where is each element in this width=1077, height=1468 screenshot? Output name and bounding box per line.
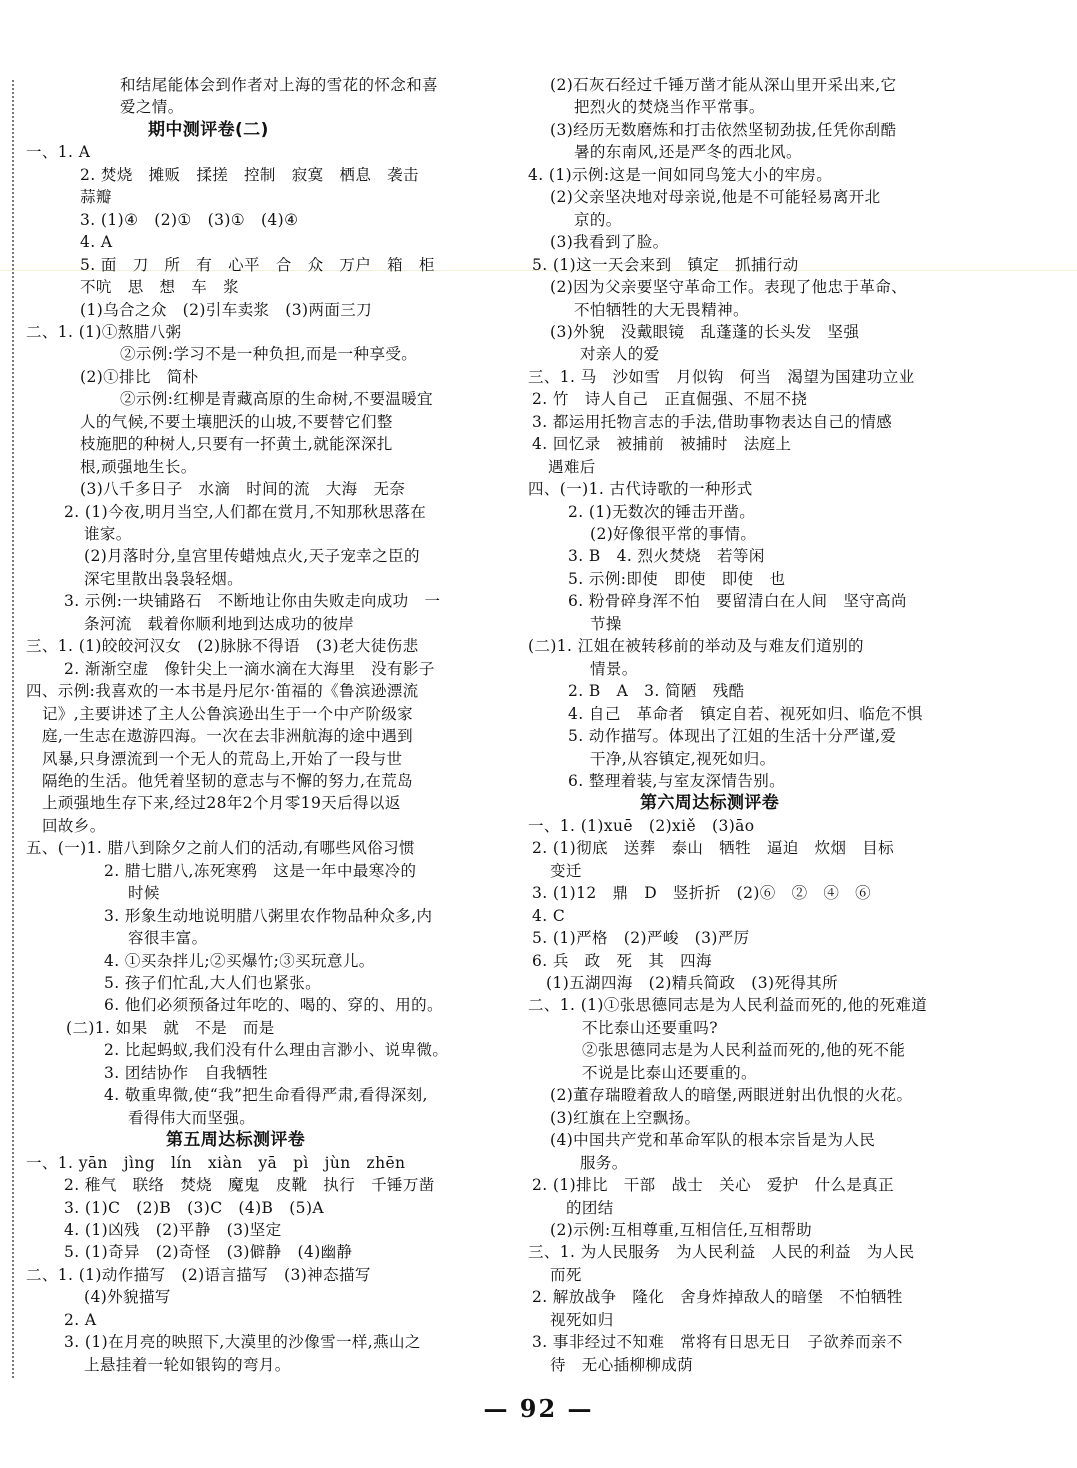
answer-line: 五、(一)1. 腊八到除夕之前人们的活动,有哪些风俗习惯 [26,839,415,858]
answer-line: 深宅里散出袅袅轻烟。 [84,569,244,588]
answer-line: 回故乡。 [42,816,106,835]
answer-line: 2. 比起蚂蚁,我们没有什么理由言渺小、说卑微。 [104,1041,449,1060]
answer-line: 3. 示例:一块铺路石 不断地让你由失败走向成功 一 [64,592,441,611]
answer-line: 5. 孩子们忙乱,大人们也紧张。 [104,974,322,992]
answer-line: 谁家。 [84,525,132,543]
answer-line: 节操 [590,614,622,633]
answer-line: 隔绝的生活。他凭着坚韧的意志与不懈的努力,在荒岛 [42,771,414,790]
section-heading: 第六周达标测评卷 [640,793,780,814]
answer-line: 6. 粉骨碎身浑不怕 要留清白在人间 坚守高尚 [568,592,907,611]
answer-line: 不比泰山还要重吗? [582,1018,718,1037]
answer-line: (2)因为父亲要坚守革命工作。表现了他忠于革命、 [550,278,908,297]
answer-line: 对亲人的爱 [580,345,660,364]
answer-line: 京的。 [574,210,622,229]
answer-line: 2. (1)彻底 送葬 泰山 牺牲 逼迫 炊烟 目标 [532,839,895,858]
answer-line: (2)月落时分,皇宫里传蜡烛点火,天子宠幸之臣的 [84,547,420,566]
page-number: — 92 — [483,1394,594,1423]
answer-line: 2. 渐渐空虚 像针尖上一滴水滴在大海里 没有影子 [64,659,435,678]
answer-line: 3. 团结协作 自我牺牲 [104,1063,269,1082]
answer-line: 时候 [128,884,160,903]
answer-line: 待 无心插柳柳成荫 [550,1355,694,1374]
answer-line: 不吭 思 想 车 浆 [80,278,240,297]
answer-line: 变迁 [550,861,582,880]
answer-line: 2. A [64,1310,97,1329]
answer-line: 5. 示例:即使 即使 即使 也 [568,569,786,588]
answer-line: 2. 竹 诗人自己 正直倔强、不屈不挠 [532,390,808,409]
answer-line: 4. 自己 革命者 镇定自若、视死如归、临危不惧 [568,704,923,723]
answer-line: ②示例:学习不是一种负担,而是一种享受。 [120,345,418,364]
answer-line: 记》,主要讲述了主人公鲁滨逊出生于一个中产阶级家 [42,704,414,723]
answer-line: 一、1. (1)xuē (2)xiě (3)āo [528,816,755,835]
answer-line: 5. 面 刀 所 有 心平 合 众 万户 箱 柜 [80,255,435,274]
answer-line: 2. 腊七腊八,冻死寒鸦 这是一年中最寒冷的 [104,861,417,880]
answer-line: 三、1. 为人民服务 为人民利益 人民的利益 为人民 [528,1243,915,1262]
answer-line: 2. 焚烧 摊贩 揉搓 控制 寂寞 栖息 袭击 [80,165,419,184]
answer-line: 人的气候,不要土壤肥沃的山坡,不要替它们整 [80,412,393,431]
answer-line: 服务。 [580,1153,628,1172]
answer-line: 蒜瓣 [80,188,112,207]
answer-line: 2. (1)无数次的锤击开凿。 [568,502,756,521]
answer-line: (4)中国共产党和革命军队的根本宗旨是为人民 [550,1131,876,1150]
answer-line: 和结尾能体会到作者对上海的雪花的怀念和喜 [120,76,439,94]
answer-line: (2)董存瑞瞪着敌人的暗堡,两眼迸射出仇恨的火花。 [550,1086,913,1105]
answer-line: 而死 [550,1265,582,1284]
answer-line: 二、1. (1)①张思德同志是为人民利益而死的,他的死难道 [528,996,928,1015]
answer-line: 3. (1)在月亮的映照下,大漠里的沙像雪一样,燕山之 [64,1333,421,1352]
answer-line: 不怕牺牲的大无畏精神。 [574,300,749,319]
answer-line: (4)外貌描写 [84,1288,171,1307]
answer-line: (2)①排比 简朴 [80,367,199,386]
answer-line: 根,顽强地生长。 [80,457,197,476]
answer-line: (3)红旗在上空飘扬。 [550,1108,701,1127]
answer-line: ②示例:红柳是青藏高原的生命树,不要温暖宜 [120,390,434,409]
answer-line: 爱之情。 [120,98,184,117]
answer-line: (2)示例:互相尊重,互相信任,互相帮助 [550,1220,813,1239]
answer-line: 3. (1)④ (2)① (3)① (4)④ [80,210,299,229]
answer-line: 5. (1)严格 (2)严峻 (3)严厉 [532,929,750,948]
answer-line: 3. B 4. 烈火焚烧 若等闲 [568,547,765,566]
answer-line: 条河流 载着你顺利地到达成功的彼岸 [84,614,355,633]
answer-line: 的团结 [566,1198,614,1217]
answer-line: 5. 动作描写。体现出了江姐的生活十分严谨,爱 [568,727,897,746]
answer-line: 2. (1)今夜,明月当空,人们都在赏月,不知那秋思落在 [64,502,427,521]
answer-line: 3. 都运用托物言志的手法,借助事物表达自己的情感 [532,412,893,431]
answer-line: 二、1. (1)动作描写 (2)语言描写 (3)神态描写 [26,1265,371,1284]
answer-line: 4. C [532,906,566,925]
answer-line: 四、示例:我喜欢的一本书是丹尼尔·笛福的《鲁滨逊漂流 [26,682,419,701]
answer-line: 4. A [80,233,113,252]
answer-line: 不说是比泰山还要重的。 [582,1063,757,1082]
answer-line: 三、1. 马 沙如雪 月似钩 何当 渴望为国建功立业 [528,367,915,386]
answer-line: 暑的东南风,还是严冬的西北风。 [574,143,802,162]
answer-line: 3. (1)12 鼎 D 竖折折 (2)⑥ ② ④ ⑥ [532,884,872,903]
answer-line: 三、1. (1)皎皎河汉女 (2)脉脉不得语 (3)老大徒伤悲 [26,637,419,656]
answer-line: 3. 事非经过不知难 常将有日思无日 子欲养而亲不 [532,1333,903,1352]
answer-line: 5. (1)这一天会来到 镇定 抓捕行动 [532,255,799,274]
answer-line: 4. (1)示例:这是一间如同鸟笼大小的牢房。 [528,165,833,184]
answer-line: 6. 兵 政 死 其 四海 [532,951,712,970]
answer-line: 容很丰富。 [128,929,208,948]
answer-line: 2. 稚气 联络 焚烧 魔鬼 皮靴 执行 千锤万凿 [64,1176,435,1195]
section-heading: 期中测评卷(二) [148,119,269,140]
answer-line: 风暴,只身漂流到一个无人的荒岛上,开始了一段与世 [42,749,403,768]
answer-line: ②张思德同志是为人民利益而死的,他的死不能 [582,1041,906,1060]
answer-line: 2. 解放战争 隆化 舍身炸掉敌人的暗堡 不怕牺牲 [532,1288,903,1307]
answer-line: 上悬挂着一轮如银钩的弯月。 [84,1355,291,1374]
answer-line: 4. 回忆录 被捕前 被捕时 法庭上 [532,435,792,454]
answer-line: 3. 形象生动地说明腊八粥里农作物品种众多,内 [104,906,433,925]
answer-line: 上顽强地生存下来,经过28年2个月零19天后得以返 [42,794,401,813]
section-heading: 第五周达标测评卷 [166,1130,306,1151]
answer-line: 枝施肥的种树人,只要有一抔黄土,就能深深扎 [80,435,393,454]
answer-line: (3)我看到了脸。 [550,233,669,252]
answer-line: 情景。 [590,659,638,678]
answer-line: (3)经历无数磨炼和打击依然坚韧劲拔,任凭你刮酷 [550,120,897,139]
answer-line: (3)外貌 没戴眼镜 乱蓬蓬的长头发 坚强 [550,322,860,341]
answer-line: 干净,从容镇定,视死如归。 [590,749,776,768]
answer-line: 一、1. A [26,143,91,162]
answer-line: 4. ①买杂拌儿;②买爆竹;③买玩意儿。 [104,951,375,970]
answer-line: (1)乌合之众 (2)引车卖浆 (3)两面三刀 [80,300,373,319]
answer-line: 4. (1)凶残 (2)平静 (3)坚定 [64,1220,282,1239]
answer-line: 4. 敬重卑微,使“我”把生命看得严肃,看得深刻, [104,1086,428,1105]
answer-line: 3. (1)C (2)B (3)C (4)B (5)A [64,1198,324,1217]
answer-line: (2)石灰石经过千锤万凿才能从深山里开采出来,它 [550,76,897,94]
answer-line: 5. (1)奇异 (2)奇怪 (3)僻静 (4)幽静 [64,1243,353,1262]
answer-line: 2. (1)排比 干部 战士 关心 爱护 什么是真正 [532,1176,895,1195]
answer-line: 二、1. (1)①熬腊八粥 [26,322,182,341]
answer-line: 视死如归 [550,1310,614,1329]
answer-line: (二)1. 江姐在被转移前的举动及与难友们道别的 [528,637,864,656]
answer-line: 6. 他们必须预备过年吃的、喝的、穿的、用的。 [104,996,443,1015]
answer-line: (二)1. 如果 就 不是 而是 [66,1018,275,1037]
answer-line: 一、1. yān jìng lín xiàn yā pì jùn zhēn [26,1153,406,1172]
answer-line: (2)好像很平常的事情。 [590,525,757,543]
answer-line: 看得伟大而坚强。 [128,1108,256,1127]
answer-line: 6. 整理着装,与室友深情告别。 [568,771,786,790]
answer-line: (2)父亲坚决地对母亲说,他是不可能轻易离开北 [550,188,881,207]
answer-line: (3)八千多日子 水滴 时间的流 大海 无奈 [80,480,406,499]
answer-line: 庭,一生志在遨游四海。一次在去非洲航海的途中遇到 [42,727,414,746]
answer-line: 遇难后 [548,457,596,476]
answer-line: (1)五湖四海 (2)精兵简政 (3)死得其所 [546,974,839,992]
answer-line: 四、(一)1. 古代诗歌的一种形式 [528,480,753,499]
answer-line: 把烈火的焚烧当作平常事。 [574,98,765,117]
binding-cut-line [12,80,14,1378]
answer-line: 2. B A 3. 简陋 残酷 [568,682,745,701]
